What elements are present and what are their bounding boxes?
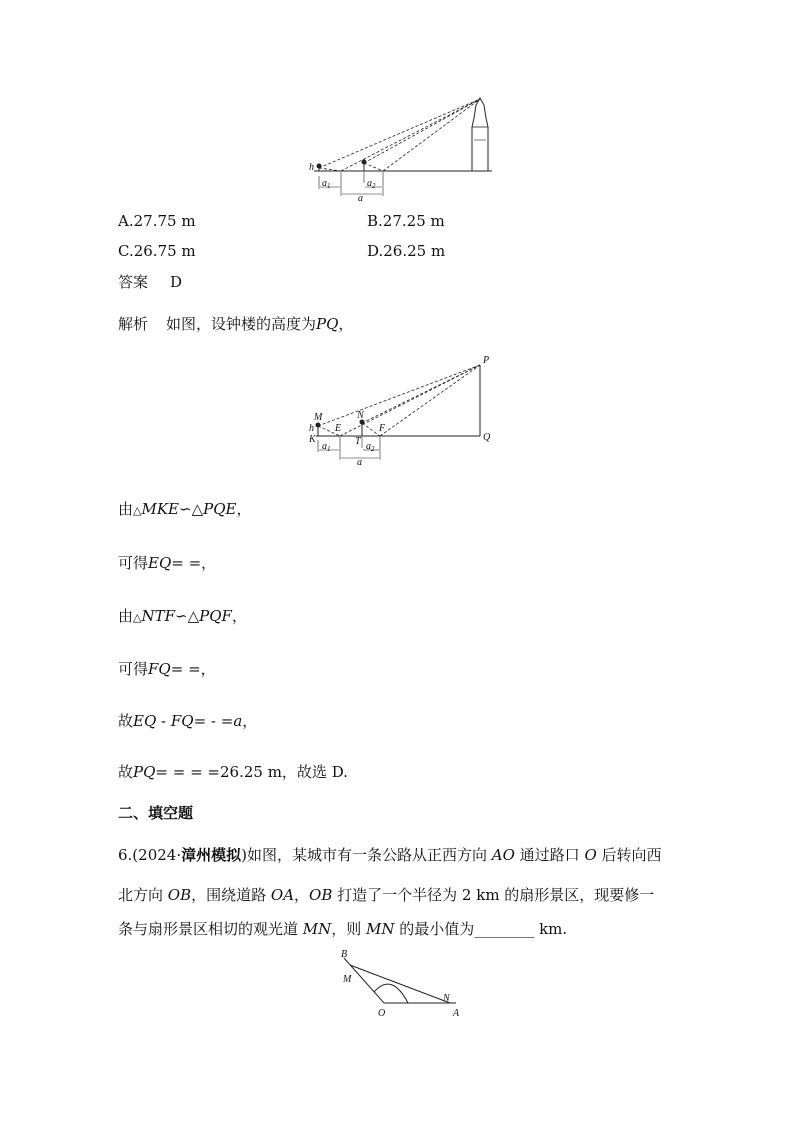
fig2-label-F: F [379, 423, 386, 434]
fig2-label-Q: Q [483, 432, 491, 443]
step-2-end: ， [201, 554, 217, 572]
option-d-value: 26.25 m [383, 242, 446, 260]
fig1-label-a1: a [322, 178, 327, 189]
step-3-similar: ∽ [175, 607, 188, 625]
question-6-text-1c: 后转向西 [596, 846, 662, 864]
fig3-label-B: B [341, 949, 348, 960]
question-6-answer-blank: ________ [474, 920, 535, 938]
step-4 [118, 662, 216, 677]
step-5-var-a: a [233, 712, 243, 730]
question-6-text-2c: ， [294, 886, 310, 904]
question-6-var-o: O [584, 846, 597, 864]
step-3-triangle-pqf: PQF [199, 607, 232, 625]
step-2 [118, 556, 216, 571]
question-6-text-3b: ，则 [331, 920, 367, 938]
question-6-text-3a: 条与扇形景区相切的观光道 [118, 920, 303, 938]
fig1-label-a1-sub: 1 [327, 182, 331, 190]
step-6-conclusion: 故选 D. [296, 763, 348, 781]
step-1-pre: 由 [118, 500, 134, 518]
fig3-label-N: N [443, 993, 450, 1004]
question-6-text-1a: )如图，某城市有一条公路从正西方向 [241, 846, 492, 864]
step-3-triangle-ntf: NTF [141, 607, 176, 625]
option-a-letter: A. [118, 212, 134, 230]
svg-text:a2 [367, 178, 376, 190]
fig3-label-O: O [378, 1008, 386, 1019]
question-6-number: 6.(2024· [118, 846, 182, 864]
answer-label: 答案 [118, 273, 149, 291]
step-6-var-pq: PQ [133, 763, 156, 781]
step-5-var-eq: EQ [133, 712, 157, 730]
fig2-label-h: h [309, 423, 314, 434]
option-d [367, 244, 445, 259]
fig1-label-a: a [358, 193, 363, 204]
step-2-var-eq: EQ [148, 554, 172, 572]
step-2-pre: 可得 [118, 554, 149, 572]
fig2-label-E: E [335, 423, 342, 434]
question-6-var-ao: AO [491, 846, 515, 864]
question-6-source: 漳州模拟 [181, 846, 242, 864]
option-a-value: 27.75 m [133, 212, 196, 230]
question-6-text-3c: 的最小值为 [394, 920, 475, 938]
question-6-line-3 [118, 922, 567, 937]
step-2-equals: = = [171, 554, 202, 572]
fig2-label-K: K [309, 434, 316, 445]
question-6-var-mn: MN [302, 920, 332, 938]
question-6-text-2b: ，围绕道路 [191, 886, 271, 904]
step-5-pre: 故 [118, 712, 134, 730]
step-3-triangle-2: △ [187, 607, 200, 625]
question-6-line-2 [118, 888, 654, 903]
step-1-triangle-pqe: PQE [203, 500, 237, 518]
step-3-pre: 由 [118, 607, 134, 625]
figure1-diagram [309, 98, 492, 204]
step-4-equals: = = [170, 660, 201, 678]
fig2-label-N: N [357, 410, 364, 421]
step-1-triangle-2: △ [191, 500, 204, 518]
fig2-label-a1-sub: 1 [327, 445, 331, 453]
step-1-end: ， [236, 500, 252, 518]
analysis-intro-end: ， [338, 315, 354, 333]
question-6-var-oa: OA [270, 886, 295, 904]
fig2-label-a: a [357, 457, 362, 468]
answer-value: D [170, 273, 183, 291]
question-6-var-ob-2: OB [309, 886, 333, 904]
fig1-label-a2-sub: 2 [372, 182, 376, 190]
step-1-triangle-mke: MKE [141, 500, 179, 518]
step-5 [118, 714, 257, 729]
step-5-end: ， [242, 712, 258, 730]
question-6-text-2a: 北方向 [118, 886, 168, 904]
svg-text:a2 [366, 441, 375, 453]
step-6-pre: 故 [118, 763, 134, 781]
analysis-label: 解析 [118, 315, 149, 333]
step-4-pre: 可得 [118, 660, 149, 678]
step-6 [118, 765, 348, 780]
fig2-label-a1: a [322, 441, 327, 452]
option-c [118, 244, 196, 259]
fig2-label-a2: a [366, 441, 371, 452]
step-1 [118, 502, 251, 517]
fig2-label-M: M [314, 412, 323, 423]
step-4-end: ， [200, 660, 216, 678]
analysis-line [118, 317, 353, 332]
question-6-text-2d: 打造了一个半径为 2 km 的扇形景区，现要修一 [332, 886, 655, 904]
step-4-var-fq: FQ [148, 660, 171, 678]
fig3-label-M: M [343, 974, 352, 985]
fig2-label-T: T [355, 436, 361, 447]
question-6-var-ob: OB [167, 886, 192, 904]
analysis-var-pq: PQ [316, 315, 339, 333]
section-title: 二、填空题 [118, 804, 194, 822]
step-3 [118, 609, 247, 624]
option-c-value: 26.75 m [133, 242, 196, 260]
option-b [367, 214, 445, 229]
step-1-similar: ∽ [179, 500, 192, 518]
question-6-text-3d: km. [534, 920, 568, 938]
step-1-triangle-1: △ [133, 504, 142, 517]
step-6-equals: = = = =26.25 m， [155, 763, 297, 781]
figure3-diagram [341, 949, 460, 1019]
step-3-triangle-1: △ [133, 611, 142, 624]
fig3-label-A: A [453, 1008, 460, 1019]
option-d-letter: D. [367, 242, 384, 260]
option-b-letter: B. [367, 212, 383, 230]
fig2-label-a2-sub: 2 [371, 445, 375, 453]
answer-line [118, 275, 182, 290]
svg-text:a1 [322, 441, 331, 453]
fig1-label-a2: a [367, 178, 372, 189]
figure2-diagram [308, 355, 491, 468]
step-5-equals: = - = [193, 712, 234, 730]
step-5-minus: - [156, 712, 171, 730]
question-6-line-1 [118, 848, 662, 863]
question-6-var-mn-2: MN [366, 920, 395, 938]
svg-text:a1 [322, 178, 331, 190]
option-b-value: 27.25 m [382, 212, 445, 230]
question-6-text-1b: 通过路口 [514, 846, 585, 864]
option-c-letter: C. [118, 242, 134, 260]
analysis-intro: 如图，设钟楼的高度为 [166, 315, 317, 333]
step-5-var-fq: FQ [170, 712, 194, 730]
fig2-label-P: P [483, 355, 490, 366]
step-3-end: ， [231, 607, 247, 625]
fig1-label-h: h [309, 162, 314, 173]
option-a [118, 214, 196, 229]
